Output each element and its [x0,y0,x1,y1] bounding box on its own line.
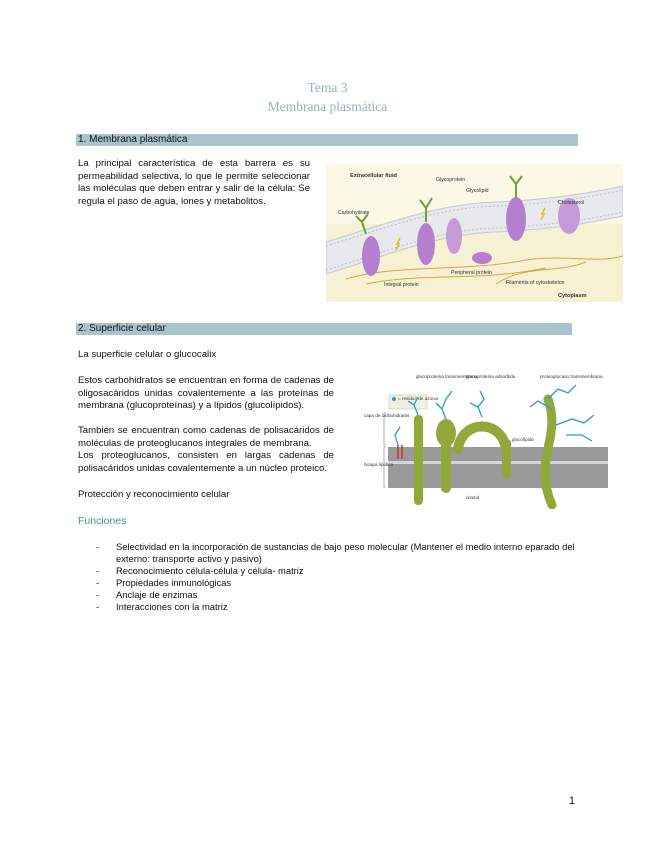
transmembrane-proteoglycan [545,399,552,505]
sugar-chain-glycolipid [395,427,400,445]
integral-protein-1 [362,236,380,276]
label-glycolipid: Glycolipid [466,188,489,194]
label-cytoplasm: Cytoplasm [558,293,587,299]
page-title: Membrana plasmática [267,99,388,114]
tema-number: Tema 3 [307,80,348,95]
adsorbed-protein-stem [502,439,511,479]
glycocalyx-diagram [362,369,608,509]
peripheral-protein-shape [472,252,492,264]
transmembrane-protein-body [441,431,451,493]
bilayer-bracket [384,447,386,487]
label-cholesterol: Cholesterol [558,200,585,206]
section2-line1: La superficie celular o glucocalix [78,349,217,360]
sugar-chain-5 [556,415,594,441]
label-peripheral: Peripheral protein [451,270,492,276]
label-citosol: citosol [466,495,480,500]
section2-paragraph3b: Los proteoglucanos, consisten en largas cadenas de polisacáridos unidas covalentemente a un núcleo proteico. [78,450,334,474]
list-item: - Propiedades inmunológicas [94,577,594,589]
section-heading-membrana: 1. Membrana plasmática [76,134,578,146]
transmembrane-glycoprotein [414,415,423,505]
list-item: - Reconocimiento célula-célula y célula- matriz [94,565,594,577]
section2-paragraph4: Protección y reconocimiento celular [78,489,230,500]
list-item: - Interacciones con la matriz [94,601,594,613]
funciones-list [94,541,594,613]
section1-paragraph: La principal característica de esta barrera es su permeabilidad selectiva, lo que le permite seleccionar las moléculas que deben entrar y salir de la célula: Se regula el paso de agua, iones y metabolitos. [78,158,310,207]
label-integral: Integral protein [384,282,419,288]
label-extracellular: Extracellular fluid [350,173,397,179]
label-sugar-residue: = residuo de azúcar [398,396,439,401]
label-glucoprotein-transmembrana: glucoproteína transmembrana [416,374,478,379]
section-heading-superficie: 2. Superficie celular [76,323,572,335]
label-filaments: Filaments of cytoskeleton [506,280,565,286]
label-carbohydrate: Carbohydrate [338,210,370,216]
list-item: - Selectividad en la incorporación de sustancias de bajo peso molecular (Mantener el medio interno eparado del externo: transporte activo y pasivo) [94,541,594,565]
label-proteoglucano: proteoglucano transmembrana [540,374,603,379]
page-number: 1 [568,795,575,807]
integral-protein-2 [417,223,435,265]
label-glucolipido: glucolípido [512,437,534,442]
label-carbohydrate-layer: capa de carbohidratos [364,413,410,418]
adsorbed-glycoprotein [458,427,506,450]
integral-protein-3 [446,218,462,254]
section2-paragraph3 [78,425,334,475]
sugar-chain-3 [470,391,484,417]
section2-paragraph3a: También se encuentran como cadenas de polisacáridos de moléculas de proteoglucanos integrales de membrana. [78,425,334,449]
label-glucoprotein-adsorbida: glucoproteína adsorbida [466,374,516,379]
label-glycoprotein: Glycoprotein [436,177,466,183]
membrane-diagram [326,164,623,302]
funciones-heading: Funciones [78,515,127,527]
section2-paragraph2: Estos carbohidratos se encuentran en forma de cadenas de oligosacáridos unidas covalentemente a las proteínas de membrana (glucoproteínas) y a lípidos (glucolípidos). [78,375,334,412]
sugar-legend-dot [392,397,396,401]
integral-protein-4 [506,197,526,241]
list-item: - Anclaje de enzimas [94,589,594,601]
label-lipid-bilayer: bicapa lipídica [364,462,394,467]
